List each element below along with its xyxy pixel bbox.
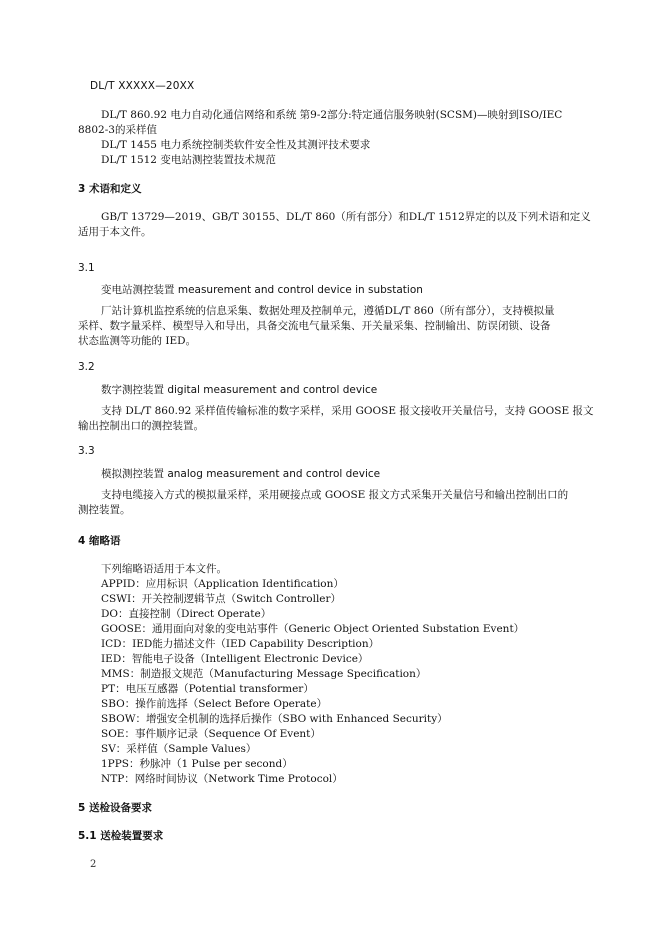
abbreviation-item: GOOSE：通用面向对象的变电站事件（Generic Object Oriented Substation Event） [101, 623, 525, 635]
section-3-intro-line-2: 适用于本文件。 [78, 226, 152, 238]
section-5-1-heading: 5.1 送检装置要求 [78, 830, 164, 842]
abbreviation-item: SBO：操作前选择（Select Before Operate） [101, 698, 328, 710]
abbreviation-item: 1PPS：秒脉冲（1 Pulse per second） [101, 758, 293, 770]
term-3-3-title: 模拟测控装置 analog measurement and control device [101, 468, 381, 480]
abbreviation-item: SV：采样值（Sample Values） [101, 743, 257, 755]
term-3-3-def-line-2: 测控装置。 [78, 504, 131, 516]
section-4-heading: 4 缩略语 [78, 535, 121, 547]
page-number: 2 [90, 859, 97, 870]
term-3-1-def-line-3: 状态监测等功能的 IED。 [78, 335, 197, 347]
reference-1-line-2: 8802-3的采样值 [78, 124, 157, 136]
abbreviation-item: DO：直接控制（Direct Operate） [101, 608, 272, 620]
abbreviation-item: MMS：制造报文规范（Manufacturing Message Specification） [101, 668, 427, 680]
abbreviation-item: CSWI：开关控制逻辑节点（Switch Controller） [101, 593, 342, 605]
section-3-heading: 3 术语和定义 [78, 183, 142, 195]
term-3-3-number: 3.3 [78, 445, 95, 457]
term-3-1-title: 变电站测控装置 measurement and control device in substation [101, 284, 423, 296]
reference-1-line-1: DL/T 860.92 电力自动化通信网络和系统 第9-2部分:特定通信服务映射(SCSM)—映射到ISO/IEC [101, 109, 563, 121]
abbreviation-item: SOE：事件顺序记录（Sequence Of Event） [101, 728, 321, 740]
term-3-1-def-line-1: 厂站计算机监控系统的信息采集、数据处理及控制单元，遵循DL/T 860（所有部分），支持模拟量 [101, 305, 555, 317]
abbreviation-item: NTP：网络时间协议（Network Time Protocol） [101, 773, 343, 785]
term-3-2-number: 3.2 [78, 361, 95, 373]
section-3-intro-line-1: GB/T 13729—2019、GB/T 30155、DL/T 860（所有部分）和DL/T 1512界定的以及下列术语和定义 [101, 211, 591, 223]
section-5-heading: 5 送检设备要求 [78, 802, 152, 814]
term-3-1-number: 3.1 [78, 262, 95, 274]
document-code-header: DL/T XXXXX—20XX [90, 80, 195, 92]
reference-3: DL/T 1512 变电站测控装置技术规范 [101, 154, 276, 166]
term-3-1-def-line-2: 采样、数字量采样、模型导入和导出，具备交流电气量采集、开关量采集、控制输出、防误闭锁、设备 [78, 320, 551, 332]
section-4-intro: 下列缩略语适用于本文件。 [101, 563, 227, 575]
abbreviation-item: PT：电压互感器（Potential transformer） [101, 683, 314, 695]
term-3-2-def-line-2: 输出控制出口的测控装置。 [78, 420, 204, 432]
term-3-2-title: 数字测控装置 digital measurement and control device [101, 384, 378, 396]
abbreviation-item: SBOW：增强安全机制的选择后操作（SBO with Enhanced Security） [101, 713, 448, 725]
abbreviation-item: ICD：IED能力描述文件（IED Capability Description） [101, 638, 380, 650]
abbreviation-item: APPID：应用标识（Application Identification） [101, 578, 344, 590]
reference-2: DL/T 1455 电力系统控制类软件安全性及其测评技术要求 [101, 139, 371, 151]
term-3-2-def-line-1: 支持 DL/T 860.92 采样值传输标准的数字采样，采用 GOOSE 报文接收开关量信号，支持 GOOSE 报文 [101, 405, 594, 417]
term-3-3-def-line-1: 支持电缆接入方式的模拟量采样，采用硬接点或 GOOSE 报文方式采集开关量信号和输出控制出口的 [101, 489, 569, 501]
abbreviation-item: IED：智能电子设备（Intelligent Electronic Device） [101, 653, 369, 665]
